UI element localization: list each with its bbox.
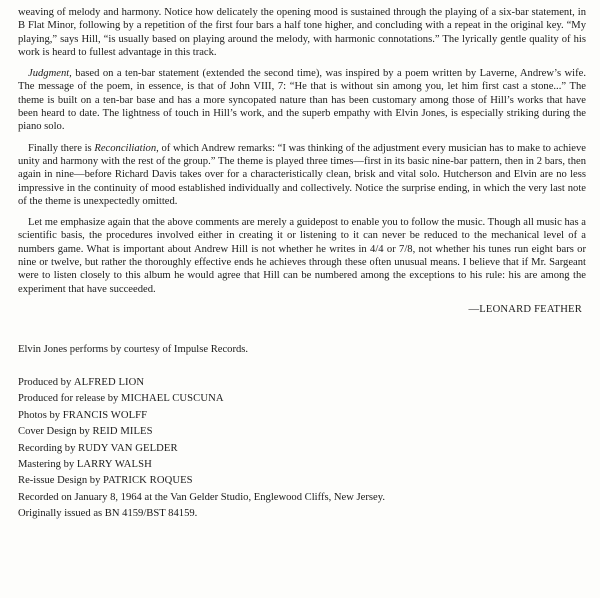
credit-original-issue: Originally issued as BN 4159/BST 84159. <box>18 508 198 520</box>
paragraph-reconciliation-text: of which Andrew remarks: “I was thinking of the adjustment every musician has to make to achieve unity and harmony with the rest of the group.” The theme is played three times—first in its basic nine-bar pattern, then in 2 bars, then again in nine—before Richard Davis takes over for a characteristically clean, brisk and vital solo. Hutcherson and Elvin are no less impressive in the continuity of mood established individually and collectively. Notice the surprise ending, in which the very last note of the theme is unexpectedly omitted. <box>18 142 587 207</box>
courtesy-note: Elvin Jones performs by courtesy of Impulse Records. <box>18 343 249 355</box>
credit-name: FRANCIS WOLFF <box>62 409 148 421</box>
credit-reissue-design <box>18 473 586 489</box>
credit-name: LARRY WALSH <box>76 458 152 470</box>
credit-label: Photos by <box>18 409 63 421</box>
credit-label: Cover Design by <box>18 426 93 438</box>
credit-label: Re-issue Design by <box>18 475 104 487</box>
paragraph-melody-text: weaving of melody and harmony. Notice how delicately the opening mood is sustained through the playing of a six-bar statement, in B Flat Minor, following by a repetition of the first four bars a half tone higher, and concluding with a repeat in the original key. “My playing,” says Hill, “is usually based on playing around the melody, with harmonic connotations.” The lyrically gentle quality of his work is heard to fullest advantage in this track. <box>18 7 586 58</box>
credit-label: Produced for release by <box>18 393 121 405</box>
credit-photos <box>18 408 586 424</box>
credit-name: REID MILES <box>92 426 153 438</box>
credit-mastering <box>18 457 586 473</box>
credit-label: Produced by <box>18 376 74 388</box>
credit-label: Mastering by <box>18 458 77 470</box>
credit-name: ALFRED LION <box>73 376 145 388</box>
credit-release-producer <box>18 391 586 407</box>
credit-producer <box>18 375 586 391</box>
credits-list <box>18 375 586 523</box>
paragraph-melody <box>18 6 586 59</box>
paragraph-reconciliation <box>18 142 586 208</box>
track-title-reconciliation: Reconciliation, <box>94 142 159 154</box>
paragraph-reconciliation-lead: Finally there is <box>28 142 95 154</box>
credit-name: PATRICK ROQUES <box>103 475 193 487</box>
credit-name: RUDY VAN GELDER <box>78 442 178 454</box>
author-signature: —LEONARD FEATHER <box>468 303 582 315</box>
track-title-judgment: Judgment, <box>28 68 72 80</box>
paragraph-judgment-text: based on a ten-bar statement (extended the second time), was inspired by a poem written by Laverne, Andrew’s wife. The message of the poem, in essence, is that of John VIII, 7: “He that is without sin among you, let him first cast a stone...” The theme is built on a ten-bar base and has a more syncopated nature than has been customary among those of Hill’s works that have been heard to date. The lightness of touch in Hill’s work, and the superb empathy with Elvin Jones, is especially striking during the piano solo. <box>18 68 586 133</box>
credit-recorded: Recorded on January 8, 1964 at the Van Gelder Studio, Englewood Cliffs, New Jersey. <box>18 491 385 503</box>
paragraph-emphasis <box>18 216 586 296</box>
paragraph-judgment <box>18 67 586 133</box>
paragraph-emphasis-text: Let me emphasize again that the above comments are merely a guidepost to enable you to follow the music. Though all music has a scientific basis, the procedures involved either in creating it or listening to it can never be reduced to the mechanical level of a numbers game. What is important about Andrew Hill is not whether he writes in 4/4 or 7/8, not whether his tunes run eight bars or nine or twelve, but rather the thoroughly effective ends he achieves through these often unusual means. I believe that if Mr. Sargeant were to listen closely to this album he would agree that Hill can be numbered among the exceptions to his rule: his are among the experiment that have succeeded. <box>18 217 586 295</box>
credit-name: MICHAEL CUSCUNA <box>120 393 224 405</box>
credit-cover-design <box>18 424 586 440</box>
credit-recording <box>18 441 586 457</box>
credit-label: Recording by <box>18 442 79 454</box>
